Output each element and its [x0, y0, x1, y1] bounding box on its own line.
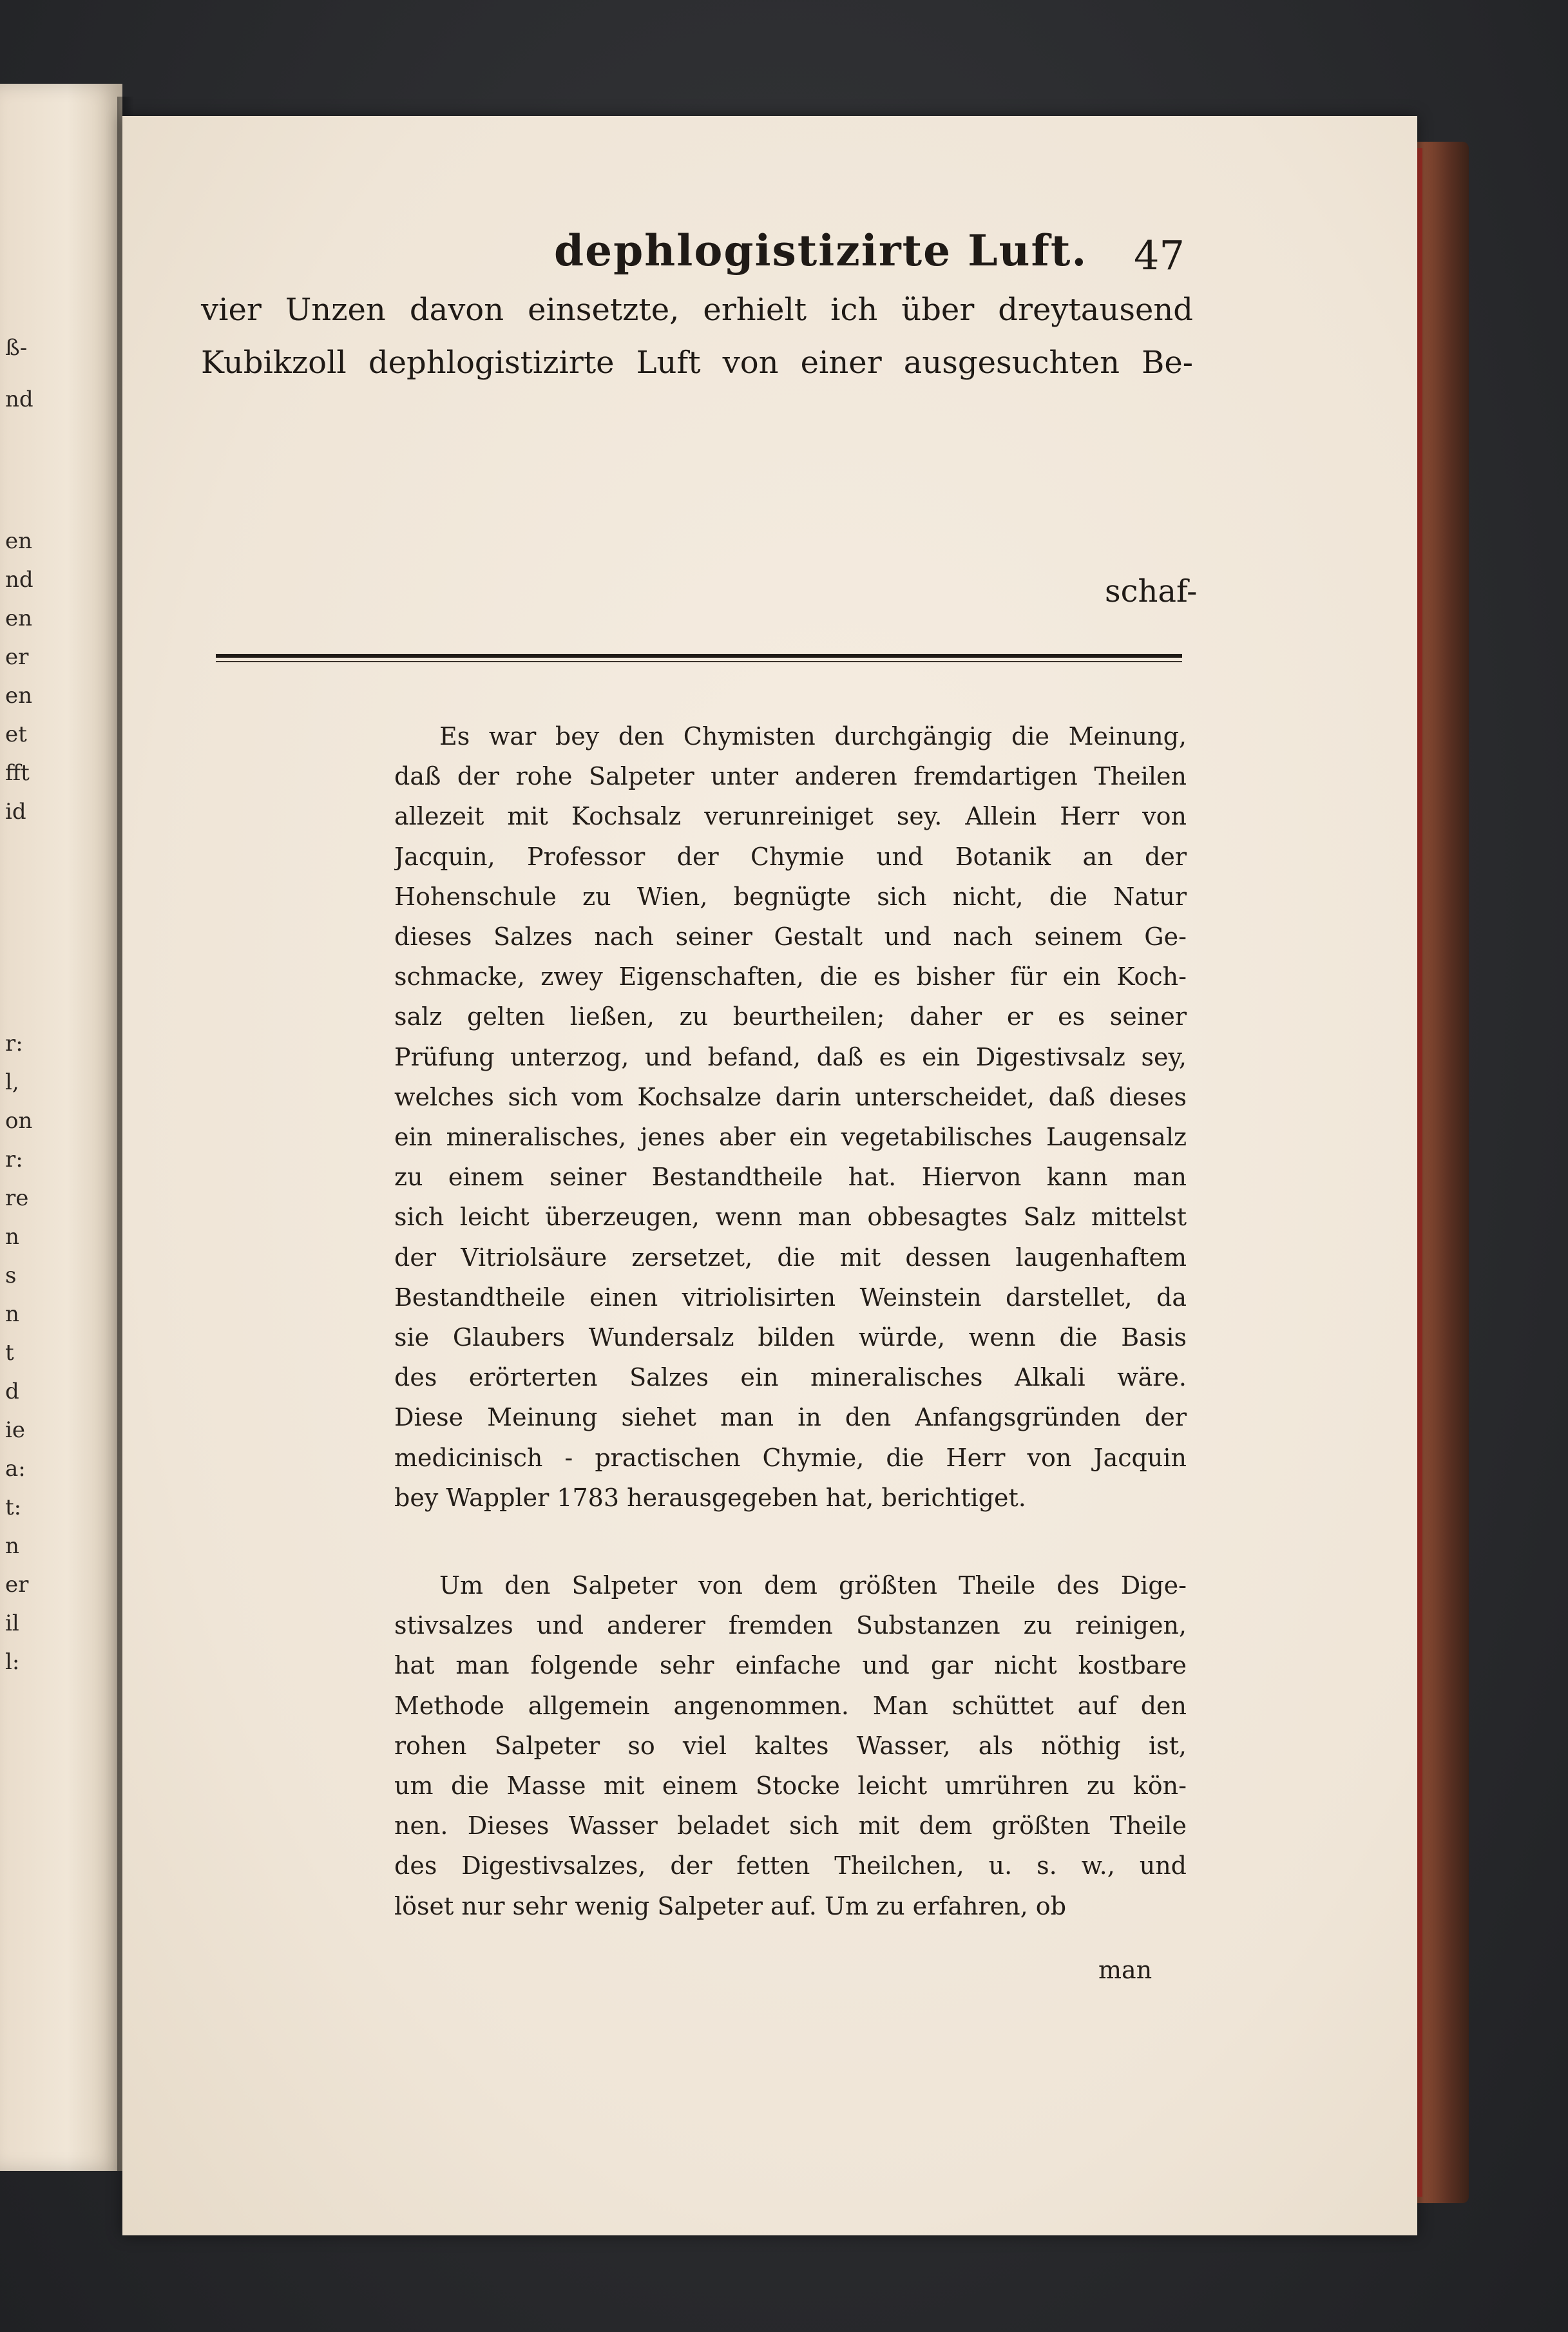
- footnote-paragraph-2: [394, 1565, 1187, 1926]
- previous-page-text-fragment: et: [5, 722, 27, 747]
- footnote-line: rohen Salpeter so viel kaltes Wasser, als nöthig ist,: [394, 1731, 1187, 1760]
- previous-page-text-fragment: r:: [5, 1031, 23, 1056]
- previous-page-text-fragment: l:: [5, 1649, 20, 1675]
- previous-page-text-fragment: l,: [5, 1069, 19, 1095]
- footnote-rule-thin: [216, 661, 1182, 662]
- catchword: schaf-: [1105, 573, 1198, 609]
- footnote-line: der Vitriolsäure zersetzet, die mit dessen laugenhaftem: [394, 1243, 1187, 1272]
- footnote-line: bey Wappler 1783 herausgegeben hat, berichtiget.: [394, 1483, 1026, 1512]
- previous-page-text-fragment: n: [5, 1533, 19, 1559]
- footnote-line: sich leicht überzeugen, wenn man obbesagtes Salz mittelst: [394, 1203, 1187, 1232]
- footnote-line: Diese Meinung siehet man in den Anfangsgründen der: [394, 1403, 1187, 1432]
- footnote-line: Es war bey den Chymisten durchgängig die Meinung,: [439, 722, 1187, 750]
- previous-page-text-fragment: t: [5, 1340, 14, 1366]
- footnote-line: Prüfung unterzog, und befand, daß es ein Digestivsalz sey,: [394, 1042, 1187, 1071]
- footnote-rule: [216, 654, 1182, 658]
- footnote-line: hat man folgende sehr einfache und gar nicht kostbare: [394, 1651, 1187, 1680]
- previous-page-text-fragment: il: [5, 1610, 19, 1636]
- footnote-line: dieses Salzes nach seiner Gestalt und nach seinem Ge-: [394, 922, 1187, 951]
- footnote-line: allezeit mit Kochsalz verunreiniget sey. Allein Herr von: [394, 802, 1187, 831]
- previous-page-text-fragment: ie: [5, 1417, 25, 1443]
- footnote-line: ein mineralisches, jenes aber ein vegetabilisches Laugensalz: [394, 1123, 1187, 1152]
- main-text-line: Kubikzoll dephlogistizirte Luft von einer ausgesuchten Be-: [201, 345, 1193, 381]
- catchword-bottom: man: [1098, 1956, 1152, 1984]
- previous-page-edge: [0, 84, 122, 2171]
- previous-page-text-fragment: id: [5, 799, 26, 825]
- previous-page-text-fragment: er: [5, 644, 29, 670]
- footnote-line: Hohenschule zu Wien, begnügte sich nicht, die Natur: [394, 882, 1187, 911]
- footnote-line: welches sich vom Kochsalze darin unterscheidet, daß dieses: [394, 1082, 1187, 1111]
- footnote-line: löset nur sehr wenig Salpeter auf. Um zu erfahren, ob: [394, 1891, 1067, 1920]
- main-text: [201, 283, 1193, 389]
- footnote-line: des Digestivsalzes, der fetten Theilchen, u. s. w., und: [394, 1851, 1187, 1880]
- previous-page-text-fragment: fft: [5, 760, 30, 786]
- footnote-line: Jacquin, Professor der Chymie und Botanik an der: [394, 842, 1187, 871]
- previous-page-text-fragment: a:: [5, 1456, 26, 1482]
- footnote-paragraph-1: [394, 716, 1187, 1518]
- footnote-line: nen. Dieses Wasser beladet sich mit dem größten Theile: [394, 1811, 1187, 1840]
- footnote-line: sie Glaubers Wundersalz bilden würde, wenn die Basis: [394, 1323, 1187, 1352]
- running-head: dephlogistizirte Luft.: [554, 225, 1088, 276]
- footnote-line: stivsalzes und anderer fremden Substanzen zu reinigen,: [394, 1611, 1187, 1640]
- previous-page-text-fragment: ß-: [5, 335, 28, 361]
- previous-page-text-fragment: nd: [5, 387, 33, 412]
- previous-page-text-fragment: nd: [5, 567, 33, 593]
- main-text-line: vier Unzen davon einsetzte, erhielt ich über dreytausend: [201, 292, 1193, 328]
- footnote-line: salz gelten ließen, zu beurtheilen; daher er es seiner: [394, 1002, 1187, 1031]
- footnote-line: medicinisch - practischen Chymie, die Herr von Jacquin: [394, 1443, 1187, 1472]
- page-number: 47: [1134, 232, 1185, 279]
- previous-page-text-fragment: en: [5, 528, 33, 554]
- previous-page-text-fragment: on: [5, 1108, 33, 1134]
- footnote-line: um die Masse mit einem Stocke leicht umrühren zu kön-: [394, 1772, 1187, 1801]
- footnote-line: Methode allgemein angenommen. Man schüttet auf den: [394, 1691, 1187, 1720]
- previous-page-text-fragment: en: [5, 683, 33, 709]
- previous-page-text-fragment: n: [5, 1301, 19, 1327]
- footnote-line: Bestandtheile einen vitriolisirten Weinstein darstellet, da: [394, 1283, 1187, 1312]
- footnote-line: schmacke, zwey Eigenschaften, die es bisher für ein Koch-: [394, 962, 1187, 991]
- footnote-line: daß der rohe Salpeter unter anderen fremdartigen Theilen: [394, 762, 1187, 791]
- footnote-line: Um den Salpeter von dem größten Theile des Dige-: [439, 1571, 1187, 1600]
- previous-page-text-fragment: d: [5, 1379, 19, 1404]
- previous-page-text-fragment: er: [5, 1572, 29, 1598]
- previous-page-text-fragment: s: [5, 1263, 17, 1288]
- previous-page-text-fragment: t:: [5, 1495, 22, 1520]
- previous-page-text-fragment: en: [5, 606, 33, 631]
- footnote-line: des erörterten Salzes ein mineralisches Alkali wäre.: [394, 1363, 1187, 1392]
- previous-page-text-fragment: r:: [5, 1147, 23, 1172]
- footnote-line: zu einem seiner Bestandtheile hat. Hiervon kann man: [394, 1163, 1187, 1192]
- previous-page-text-fragment: n: [5, 1224, 19, 1250]
- previous-page-text-fragment: re: [5, 1185, 29, 1211]
